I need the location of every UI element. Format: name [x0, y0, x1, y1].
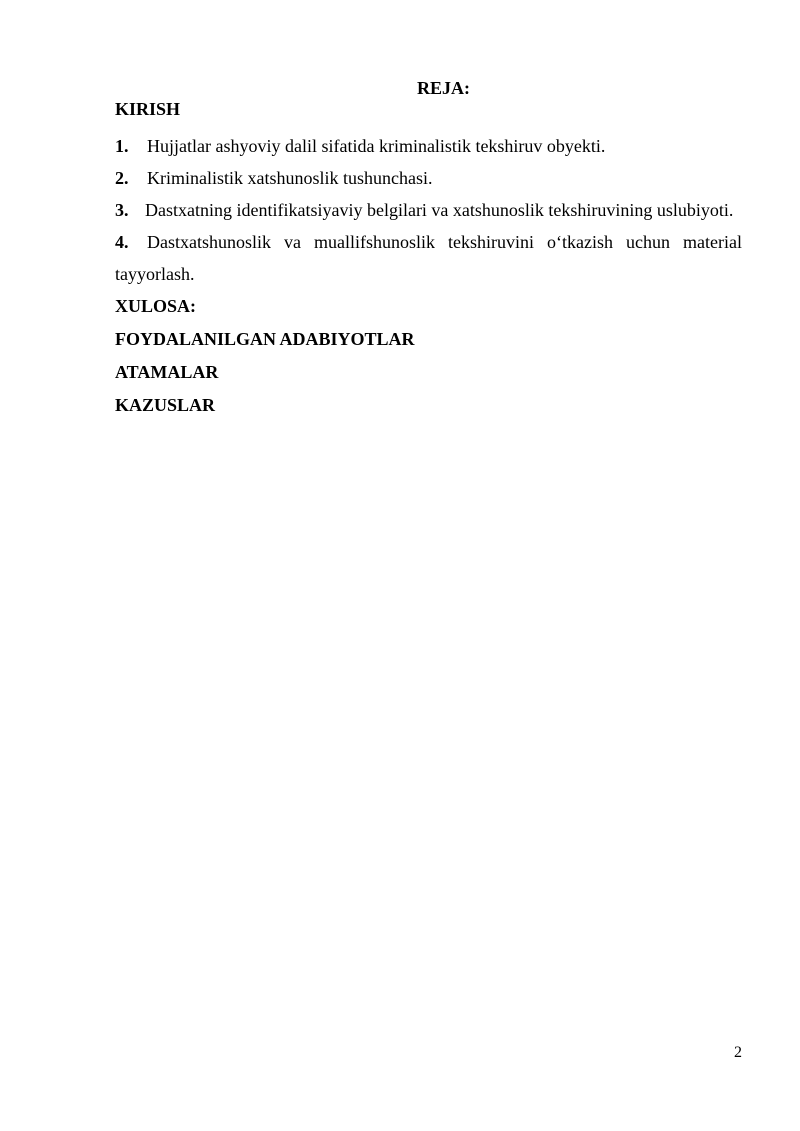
item-text: Dastxatshunoslik va muallifshunoslik tekshiruvini o‘tkazish uchun material tayyorlash.: [115, 232, 742, 284]
intro-heading: KIRISH: [115, 99, 181, 119]
item-text: Dastxatning identifikatsiyaviy belgilari va xatshunoslik tekshiruvining uslubiyoti.: [145, 200, 734, 220]
references-heading: FOYDALANILGAN ADABIYOTLAR: [115, 329, 415, 349]
page-number: 2: [734, 1044, 742, 1061]
cases-heading: KAZUSLAR: [115, 395, 216, 415]
item-number: 4.: [115, 232, 129, 252]
page-title: REJA:: [417, 78, 470, 98]
conclusion-heading: XULOSA:: [115, 296, 197, 316]
outline-item-4: [115, 226, 742, 290]
item-text: Hujjatlar ashyoviy dalil sifatida kriminalistik tekshiruv obyekti.: [147, 136, 606, 156]
outline-content: [115, 97, 742, 422]
item-number: 1.: [115, 136, 129, 156]
item-text: Kriminalistik xatshunoslik tushunchasi.: [147, 168, 433, 188]
item-number: 3.: [115, 200, 129, 220]
item-number: 2.: [115, 168, 129, 188]
glossary-heading: ATAMALAR: [115, 362, 219, 382]
outline-item-2: [115, 162, 742, 194]
outline-item-1: [115, 130, 742, 162]
outline-item-3: [115, 194, 742, 226]
